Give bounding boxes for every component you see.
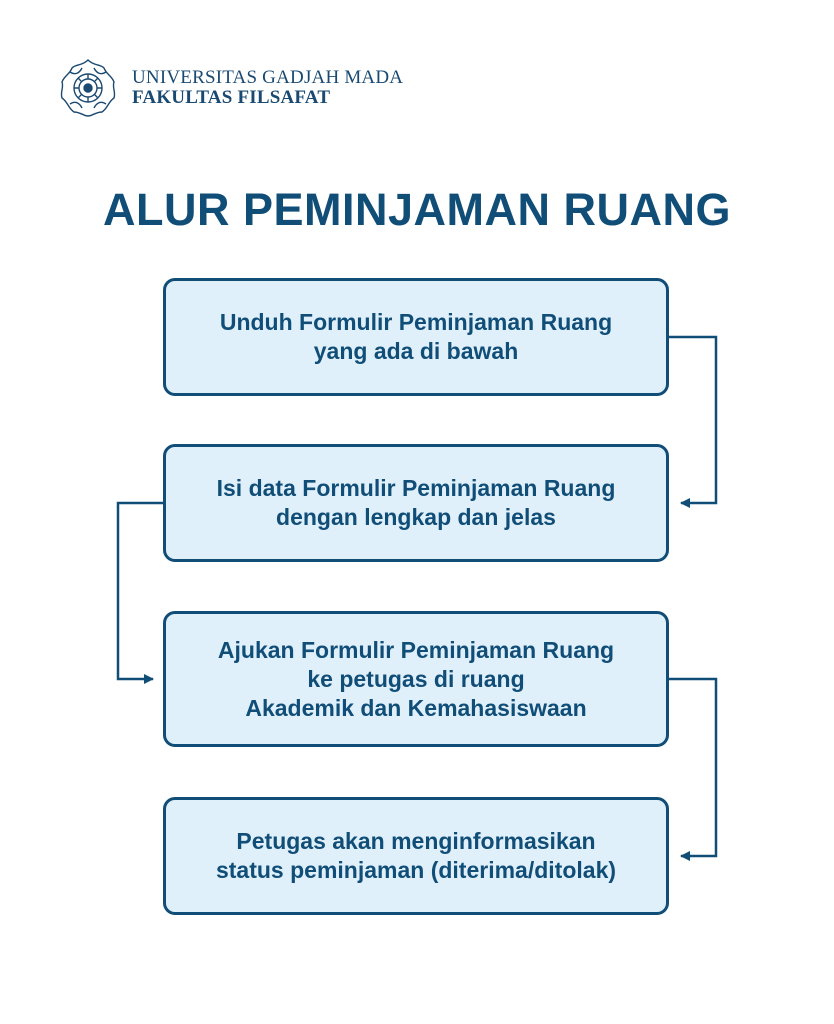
step-1-line-2: yang ada di bawah	[313, 338, 519, 364]
step-2-line-1: Isi data Formulir Peminjaman Ruang	[216, 475, 616, 501]
faculty-name: FAKULTAS FILSAFAT	[132, 87, 331, 108]
arrow-step3-to-step4	[669, 679, 716, 856]
page-title: ALUR PEMINJAMAN RUANG	[103, 184, 731, 235]
step-1-line-1: Unduh Formulir Peminjaman Ruang	[219, 309, 613, 335]
arrow-step1-to-step2	[669, 337, 716, 503]
step-3-line-3: Akademik dan Kemahasiswaan	[245, 694, 587, 721]
step-3-line-1: Ajukan Formulir Peminjaman Ruang	[217, 636, 615, 663]
arrow-step2-to-step3	[118, 503, 163, 679]
step-4-line-2: status peminjaman (diterima/ditolak)	[215, 857, 617, 883]
step-4-line-1: Petugas akan menginformasikan	[236, 828, 596, 854]
step-2-line-2: dengan lengkap dan jelas	[276, 504, 556, 530]
university-name: UNIVERSITAS GADJAH MADA	[132, 67, 404, 88]
step-3-line-2: ke petugas di ruang	[307, 665, 525, 692]
